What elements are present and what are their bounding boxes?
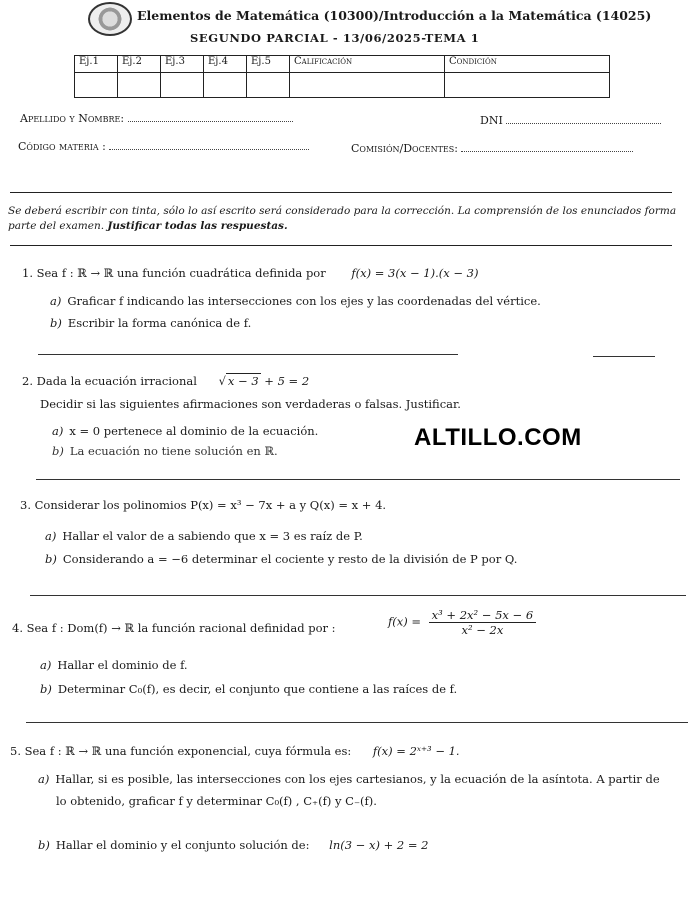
comision-label: Comisión/Docentes: (351, 142, 458, 155)
question-5a-text: Hallar, si es posible, las intersecciones con los ejes cartesianos, y la ecuación de la asíntota. A partir de (55, 772, 660, 786)
question-1-text: 1. Sea f : ℝ → ℝ una función cuadrática definida por (22, 266, 326, 280)
answer-line (38, 354, 458, 355)
question-1-stem (22, 266, 478, 280)
question-5b-formula: ln(3 − x) + 2 = 2 (329, 838, 429, 852)
apellido-field (20, 111, 293, 125)
item-label: b) (40, 682, 52, 696)
answer-line (26, 722, 688, 723)
dni-field (480, 113, 661, 127)
question-4-lhs: f(x) = (388, 614, 422, 629)
apellido-line[interactable] (128, 111, 293, 122)
grade-cell[interactable] (247, 73, 290, 98)
question-2b-text: La ecuación no tiene solución en ℝ. (69, 444, 278, 458)
apellido-label: Apellido y Nombre: (20, 112, 125, 125)
university-seal-icon (88, 2, 132, 36)
question-4-formula (388, 608, 536, 637)
dni-line[interactable] (506, 113, 661, 124)
grade-table (74, 55, 610, 98)
question-5a-cont: lo obtenido, graficar f y determinar C₀(f) , C₊(f) y C₋(f). (56, 794, 377, 808)
question-1-formula: f(x) = 3(x − 1).(x − 3) (351, 266, 479, 280)
grade-cell[interactable] (118, 73, 161, 98)
item-label: a) (40, 658, 52, 672)
exam-title: SEGUNDO PARCIAL - 13/06/2025-TEMA 1 (190, 31, 480, 45)
question-5-text: 5. Sea f : ℝ → ℝ una función exponencial, cuya fórmula es: (10, 744, 352, 758)
instructions-text: Se deberá escribir con tinta, sólo lo así escrito será considerado para la corrección. La comprensión de los enunciados forma parte del examen. (8, 205, 677, 232)
question-4b-text: Determinar C₀(f), es decir, el conjunto que contiene a las raíces de f. (57, 682, 458, 696)
question-3b (45, 552, 517, 566)
question-5a (38, 772, 660, 786)
item-label: a) (45, 529, 57, 543)
question-4b (40, 682, 457, 696)
grade-cell[interactable] (161, 73, 204, 98)
instructions-bold: Justificar todas las respuestas. (107, 220, 288, 232)
answer-line (30, 595, 686, 596)
dni-label: DNI (480, 114, 503, 127)
grade-cell[interactable] (445, 73, 610, 98)
question-4-numerator: x³ + 2x² − 5x − 6 (429, 608, 536, 623)
codigo-line[interactable] (109, 139, 309, 150)
grade-col-ej3: Ej.3 (161, 56, 204, 73)
question-2-formula: √ x − 3 + 5 = 2 (218, 374, 310, 388)
question-2b (52, 444, 278, 458)
comision-field (351, 141, 633, 155)
item-label: b) (38, 838, 50, 852)
question-1b (50, 316, 251, 330)
question-1a (50, 294, 541, 308)
watermark: ALTILLO.COM (414, 424, 582, 451)
question-4-denominator: x² − 2x (461, 623, 504, 637)
question-5b (38, 838, 428, 852)
question-3a (45, 529, 363, 543)
question-3-stem: 3. Considerar los polinomios P(x) = x³ − 7x + a y Q(x) = x + 4. (20, 498, 387, 512)
question-5b-text: Hallar el dominio y el conjunto solución de: (55, 838, 310, 852)
item-label: b) (45, 552, 57, 566)
grade-col-ej4: Ej.4 (204, 56, 247, 73)
question-2a-text: x = 0 pertenece al dominio de la ecuación. (69, 424, 319, 438)
question-4-stem: 4. Sea f : Dom(f) → ℝ la función racional definidad por : (12, 621, 336, 635)
answer-line (593, 356, 655, 357)
course-title: Elementos de Matemática (10300)/Introducción a la Matemática (14025) (137, 8, 652, 23)
grade-cell[interactable] (204, 73, 247, 98)
question-2-stem (22, 374, 309, 388)
grade-col-ej5: Ej.5 (247, 56, 290, 73)
grade-col-ej2: Ej.2 (118, 56, 161, 73)
question-3a-text: Hallar el valor de a sabiendo que x = 3 es raíz de P. (62, 529, 363, 543)
item-label: a) (52, 424, 64, 438)
item-label: a) (50, 294, 62, 308)
question-4a-text: Hallar el dominio de f. (57, 658, 188, 672)
question-2a (52, 424, 318, 438)
grade-col-condicion: Condición (445, 56, 610, 73)
question-1b-text: Escribir la forma canónica de f. (67, 316, 252, 330)
item-label: b) (50, 316, 62, 330)
question-5-stem (10, 744, 460, 758)
codigo-label: Código materia : (18, 140, 106, 153)
item-label: b) (52, 444, 64, 458)
answer-line (36, 479, 680, 480)
grade-cell[interactable] (290, 73, 445, 98)
question-4a (40, 658, 188, 672)
question-2-text: 2. Dada la ecuación irracional (22, 374, 197, 388)
divider (10, 245, 672, 246)
comision-line[interactable] (461, 141, 633, 152)
question-4-fraction (429, 608, 536, 637)
grade-cell[interactable] (75, 73, 118, 98)
grade-col-ej1: Ej.1 (75, 56, 118, 73)
question-1a-text: Graficar f indicando las intersecciones con los ejes y las coordenadas del vértice. (67, 294, 541, 308)
instructions (8, 204, 678, 234)
question-2-intro: Decidir si las siguientes afirmaciones son verdaderas o falsas. Justificar. (40, 397, 461, 411)
question-2-radicand: x − 3 (227, 374, 259, 388)
grade-col-calificacion: Calificación (290, 56, 445, 73)
question-5-formula: f(x) = 2ˣ⁺³ − 1. (372, 744, 460, 758)
divider (10, 192, 672, 193)
question-2-rest: + 5 = 2 (264, 374, 310, 388)
codigo-field (18, 139, 309, 153)
question-3b-text: Considerando a = −6 determinar el cociente y resto de la división de P por Q. (62, 552, 518, 566)
item-label: a) (38, 772, 50, 786)
